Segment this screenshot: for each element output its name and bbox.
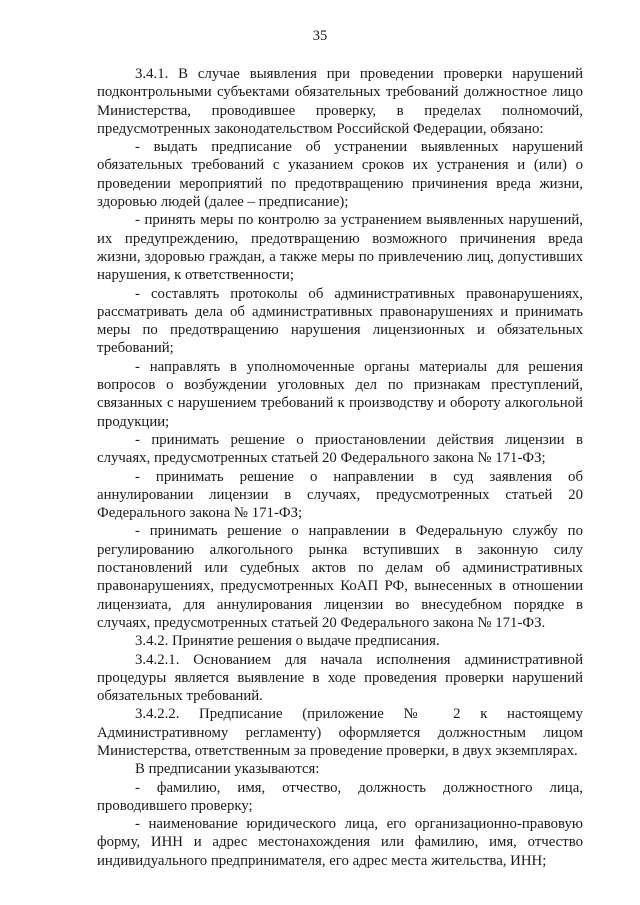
paragraph-order-contents: В предписании указываются: bbox=[135, 761, 320, 778]
list-item-entity-name: - наименование юридического лица, его организационно-правовую форму, ИНН и адрес местонахождения или фамилию, имя, отчество индивидуального предпринимателя, его адрес места жительства, ИНН; bbox=[97, 816, 583, 869]
list-item-official-name: - фамилию, имя, отчество, должность должностного лица, проводившего проверку; bbox=[97, 779, 583, 814]
list-item-take-measures: - принять меры по контролю за устранением выявленных нарушений, их предупреждению, предотвращению возможного причинения вреда жизни, здоровью граждан, а также меры по привлечению лиц, допустивших нарушения, к ответственности; bbox=[97, 212, 583, 284]
list-item-suspend-license: - принимать решение о приостановлении действия лицензии в случаях, предусмотренных статьей 20 Федерального закона № 171-ФЗ; bbox=[97, 431, 583, 467]
page-number: 35 bbox=[312, 28, 328, 44]
paragraph-3-4-2: 3.4.2. Принятие решения о выдаче предписания. bbox=[135, 633, 440, 650]
paragraph-3-4-1: 3.4.1. В случае выявления при проведении проверки нарушений подконтрольными субъектами обязательных требований должностное лицо Министерства, проводившее проверку, в пределах полномочий, предусмотренных законодательством Российской Федерации, обязано: bbox=[97, 66, 583, 137]
list-item-send-materials: - направлять в уполномоченные органы материалы для решения вопросов о возбуждении уголовных дел по признакам преступлений, связанных с нарушением требований к производству и обороту алкогольной продукции; bbox=[97, 358, 583, 430]
list-item-federal-service: - принимать решение о направлении в Федеральную службу по регулированию алкогольного рынка вступивших в законную силу постановлений или судебных актов по делам об административных правонарушениях, предусмотренных КоАП РФ, вынесенных в отношении лицензиата, для аннулирования лицензии во внесудебном порядке в случаях, предусмотренных статьей 20 Федерального закона № 171-ФЗ. bbox=[97, 523, 583, 631]
list-item-draw-protocols: - составлять протоколы об административных правонарушениях, рассматривать дела об административных правонарушениях и принимать меры по предотвращению нарушения лицензионных и обязательных требований; bbox=[97, 285, 583, 357]
list-item-court-annulment: - принимать решение о направлении в суд заявления об аннулировании лицензии в случаях, предусмотренных статьей 20 Федерального закона № 171-ФЗ; bbox=[97, 468, 583, 522]
list-item-issue-order: - выдать предписание об устранении выявленных нарушений обязательных требований с указанием сроков их устранения и (или) о проведении мероприятий по предотвращению причинения вреда жизни, здоровью людей (далее – предписание); bbox=[97, 139, 583, 211]
paragraph-3-4-2-2: 3.4.2.2. Предписание (приложение № 2 к настоящему Административному регламенту) оформляется должностным лицом Министерства, ответственным за проведение проверки, в двух экземплярах. bbox=[97, 706, 583, 759]
paragraph-3-4-2-1: 3.4.2.1. Основанием для начала исполнения административной процедуры является выявление в ходе проведения проверки нарушений обязательных требований. bbox=[97, 651, 583, 705]
document-body bbox=[97, 65, 583, 870]
